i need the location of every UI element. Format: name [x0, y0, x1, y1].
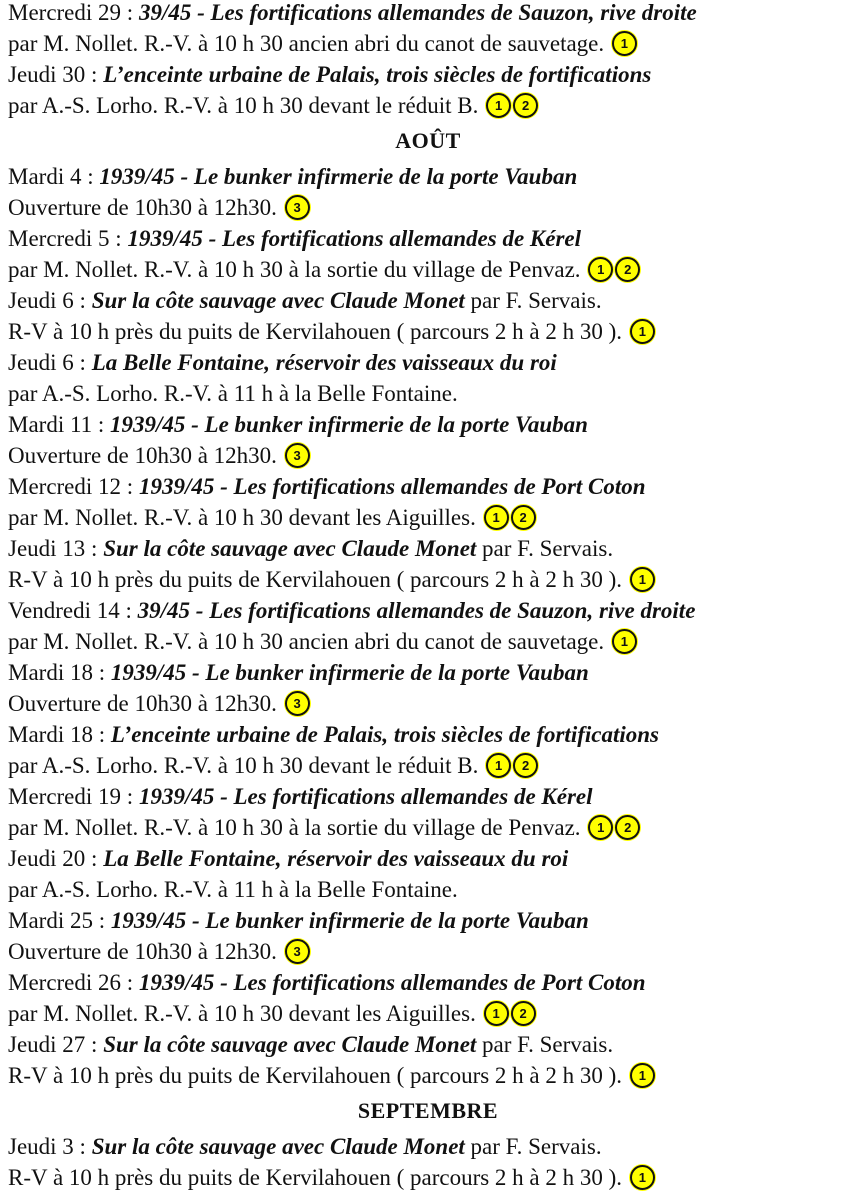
event-title: La Belle Fontaine, réservoir des vaisseaux du roi [103, 846, 569, 871]
event-detail-line [8, 28, 848, 59]
event-detail-line [8, 874, 848, 905]
event-detail-line [8, 90, 848, 121]
event-line [8, 285, 848, 316]
event-guide: par F. Servais. [476, 536, 614, 561]
number-badge-icon: 1 [630, 319, 655, 344]
event-date: Mercredi 12 : [8, 474, 139, 499]
event-detail-line [8, 750, 848, 781]
event-line [8, 719, 848, 750]
event-schedule [8, 0, 848, 1193]
event-title: Sur la côte sauvage avec Claude Monet [91, 288, 465, 313]
number-badge-icon: 1 [588, 257, 613, 282]
event-date: Jeudi 13 : [8, 536, 104, 561]
event-title: 39/45 - Les fortifications allemandes de Sauzon, rive droite [137, 598, 696, 623]
event-line [8, 471, 848, 502]
event-date: Mercredi 26 : [8, 970, 139, 995]
event-title: 39/45 - Les fortifications allemandes de Sauzon, rive droite [138, 0, 697, 25]
event-line [8, 967, 848, 998]
event-detail-text: Ouverture de 10h30 à 12h30. [8, 443, 283, 468]
event-detail-line [8, 502, 848, 533]
number-badge-icon: 1 [484, 505, 509, 530]
event-date: Vendredi 14 : [8, 598, 138, 623]
event-detail-text: par M. Nollet. R.-V. à 10 h 30 devant les Aiguilles. [8, 1001, 482, 1026]
event-guide: par F. Servais. [476, 1032, 614, 1057]
number-badge-icon: 2 [615, 815, 640, 840]
event-detail-text: Ouverture de 10h30 à 12h30. [8, 691, 283, 716]
number-badge-icon: 1 [484, 1001, 509, 1026]
number-badge-icon: 1 [486, 93, 511, 118]
event-date: Mercredi 5 : [8, 226, 128, 251]
event-title: 1939/45 - Le bunker infirmerie de la porte Vauban [110, 908, 589, 933]
event-line [8, 409, 848, 440]
event-date: Mardi 11 : [8, 412, 110, 437]
event-line [8, 595, 848, 626]
event-date: Mercredi 29 : [8, 0, 139, 25]
event-detail-line [8, 626, 848, 657]
event-detail-line [8, 812, 848, 843]
number-badge-icon: 3 [285, 939, 310, 964]
event-line [8, 347, 848, 378]
event-line [8, 781, 848, 812]
event-date: Jeudi 6 : [8, 350, 92, 375]
event-title: L’enceinte urbaine de Palais, trois siècles de fortifications [110, 722, 659, 747]
number-badge-icon: 1 [612, 629, 637, 654]
event-line [8, 905, 848, 936]
event-date: Mercredi 19 : [8, 784, 139, 809]
number-badge-icon: 1 [630, 1165, 655, 1190]
event-detail-text: par A.-S. Lorho. R.-V. à 11 h à la Belle Fontaine. [8, 381, 458, 406]
event-detail-text: par A.-S. Lorho. R.-V. à 10 h 30 devant le réduit B. [8, 753, 485, 778]
event-date: Jeudi 27 : [8, 1032, 104, 1057]
number-badge-icon: 2 [615, 257, 640, 282]
event-title: 1939/45 - Les fortifications allemandes de Port Coton [138, 970, 646, 995]
event-detail-text: Ouverture de 10h30 à 12h30. [8, 939, 283, 964]
month-heading: AOÛT [395, 128, 461, 153]
event-detail-line [8, 316, 848, 347]
event-detail-line [8, 936, 848, 967]
number-badge-icon: 2 [513, 753, 538, 778]
event-detail-text: par M. Nollet. R.-V. à 10 h 30 à la sortie du village de Penvaz. [8, 257, 587, 282]
event-date: Jeudi 3 : [8, 1134, 92, 1159]
event-line [8, 533, 848, 564]
event-title: Sur la côte sauvage avec Claude Monet [103, 1032, 477, 1057]
event-line [8, 1029, 848, 1060]
event-date: Mardi 25 : [8, 908, 111, 933]
event-date: Jeudi 30 : [8, 62, 104, 87]
event-line [8, 223, 848, 254]
event-title: Sur la côte sauvage avec Claude Monet [103, 536, 477, 561]
number-badge-icon: 1 [612, 31, 637, 56]
event-guide: par F. Servais. [464, 1134, 602, 1159]
event-detail-text: R-V à 10 h près du puits de Kervilahouen ( parcours 2 h à 2 h 30 ). [8, 1063, 628, 1088]
event-line [8, 1131, 848, 1162]
event-detail-line [8, 688, 848, 719]
number-badge-icon: 2 [511, 505, 536, 530]
event-title: 1939/45 - Les fortifications allemandes de Kérel [138, 784, 593, 809]
event-guide: par F. Servais. [464, 288, 602, 313]
event-detail-line [8, 1060, 848, 1091]
number-badge-icon: 1 [588, 815, 613, 840]
event-detail-line [8, 254, 848, 285]
event-title: La Belle Fontaine, réservoir des vaisseaux du roi [91, 350, 557, 375]
number-badge-icon: 2 [513, 93, 538, 118]
event-line [8, 59, 848, 90]
event-title: 1939/45 - Le bunker infirmerie de la porte Vauban [99, 164, 578, 189]
event-detail-text: R-V à 10 h près du puits de Kervilahouen ( parcours 2 h à 2 h 30 ). [8, 567, 628, 592]
event-title: 1939/45 - Le bunker infirmerie de la porte Vauban [110, 660, 589, 685]
number-badge-icon: 1 [630, 1063, 655, 1088]
event-title: 1939/45 - Les fortifications allemandes de Port Coton [138, 474, 646, 499]
event-line [8, 161, 848, 192]
event-detail-line [8, 1162, 848, 1193]
event-line [8, 657, 848, 688]
event-detail-text: R-V à 10 h près du puits de Kervilahouen ( parcours 2 h à 2 h 30 ). [8, 1165, 628, 1190]
event-detail-text: Ouverture de 10h30 à 12h30. [8, 195, 283, 220]
number-badge-icon: 1 [486, 753, 511, 778]
event-detail-line [8, 998, 848, 1029]
event-date: Mardi 18 : [8, 660, 111, 685]
event-detail-line [8, 440, 848, 471]
event-line [8, 0, 848, 28]
event-date: Mardi 4 : [8, 164, 100, 189]
event-date: Mardi 18 : [8, 722, 111, 747]
event-detail-text: par M. Nollet. R.-V. à 10 h 30 ancien abri du canot de sauvetage. [8, 629, 610, 654]
event-detail-text: par M. Nollet. R.-V. à 10 h 30 à la sortie du village de Penvaz. [8, 815, 587, 840]
event-title: Sur la côte sauvage avec Claude Monet [91, 1134, 465, 1159]
event-date: Jeudi 6 : [8, 288, 92, 313]
number-badge-icon: 3 [285, 443, 310, 468]
event-title: L’enceinte urbaine de Palais, trois siècles de fortifications [103, 62, 652, 87]
event-detail-text: par A.-S. Lorho. R.-V. à 10 h 30 devant le réduit B. [8, 93, 485, 118]
event-detail-text: par A.-S. Lorho. R.-V. à 11 h à la Belle Fontaine. [8, 877, 458, 902]
event-line [8, 843, 848, 874]
event-detail-text: par M. Nollet. R.-V. à 10 h 30 devant les Aiguilles. [8, 505, 482, 530]
number-badge-icon: 1 [630, 567, 655, 592]
event-title: 1939/45 - Le bunker infirmerie de la porte Vauban [110, 412, 588, 437]
event-detail-line [8, 378, 848, 409]
month-heading: SEPTEMBRE [357, 1098, 499, 1123]
event-detail-line [8, 192, 848, 223]
event-detail-text: par M. Nollet. R.-V. à 10 h 30 ancien abri du canot de sauvetage. [8, 31, 610, 56]
event-date: Jeudi 20 : [8, 846, 104, 871]
number-badge-icon: 3 [285, 691, 310, 716]
number-badge-icon: 3 [285, 195, 310, 220]
number-badge-icon: 2 [511, 1001, 536, 1026]
event-detail-text: R-V à 10 h près du puits de Kervilahouen ( parcours 2 h à 2 h 30 ). [8, 319, 628, 344]
event-title: 1939/45 - Les fortifications allemandes de Kérel [127, 226, 582, 251]
event-detail-line [8, 564, 848, 595]
